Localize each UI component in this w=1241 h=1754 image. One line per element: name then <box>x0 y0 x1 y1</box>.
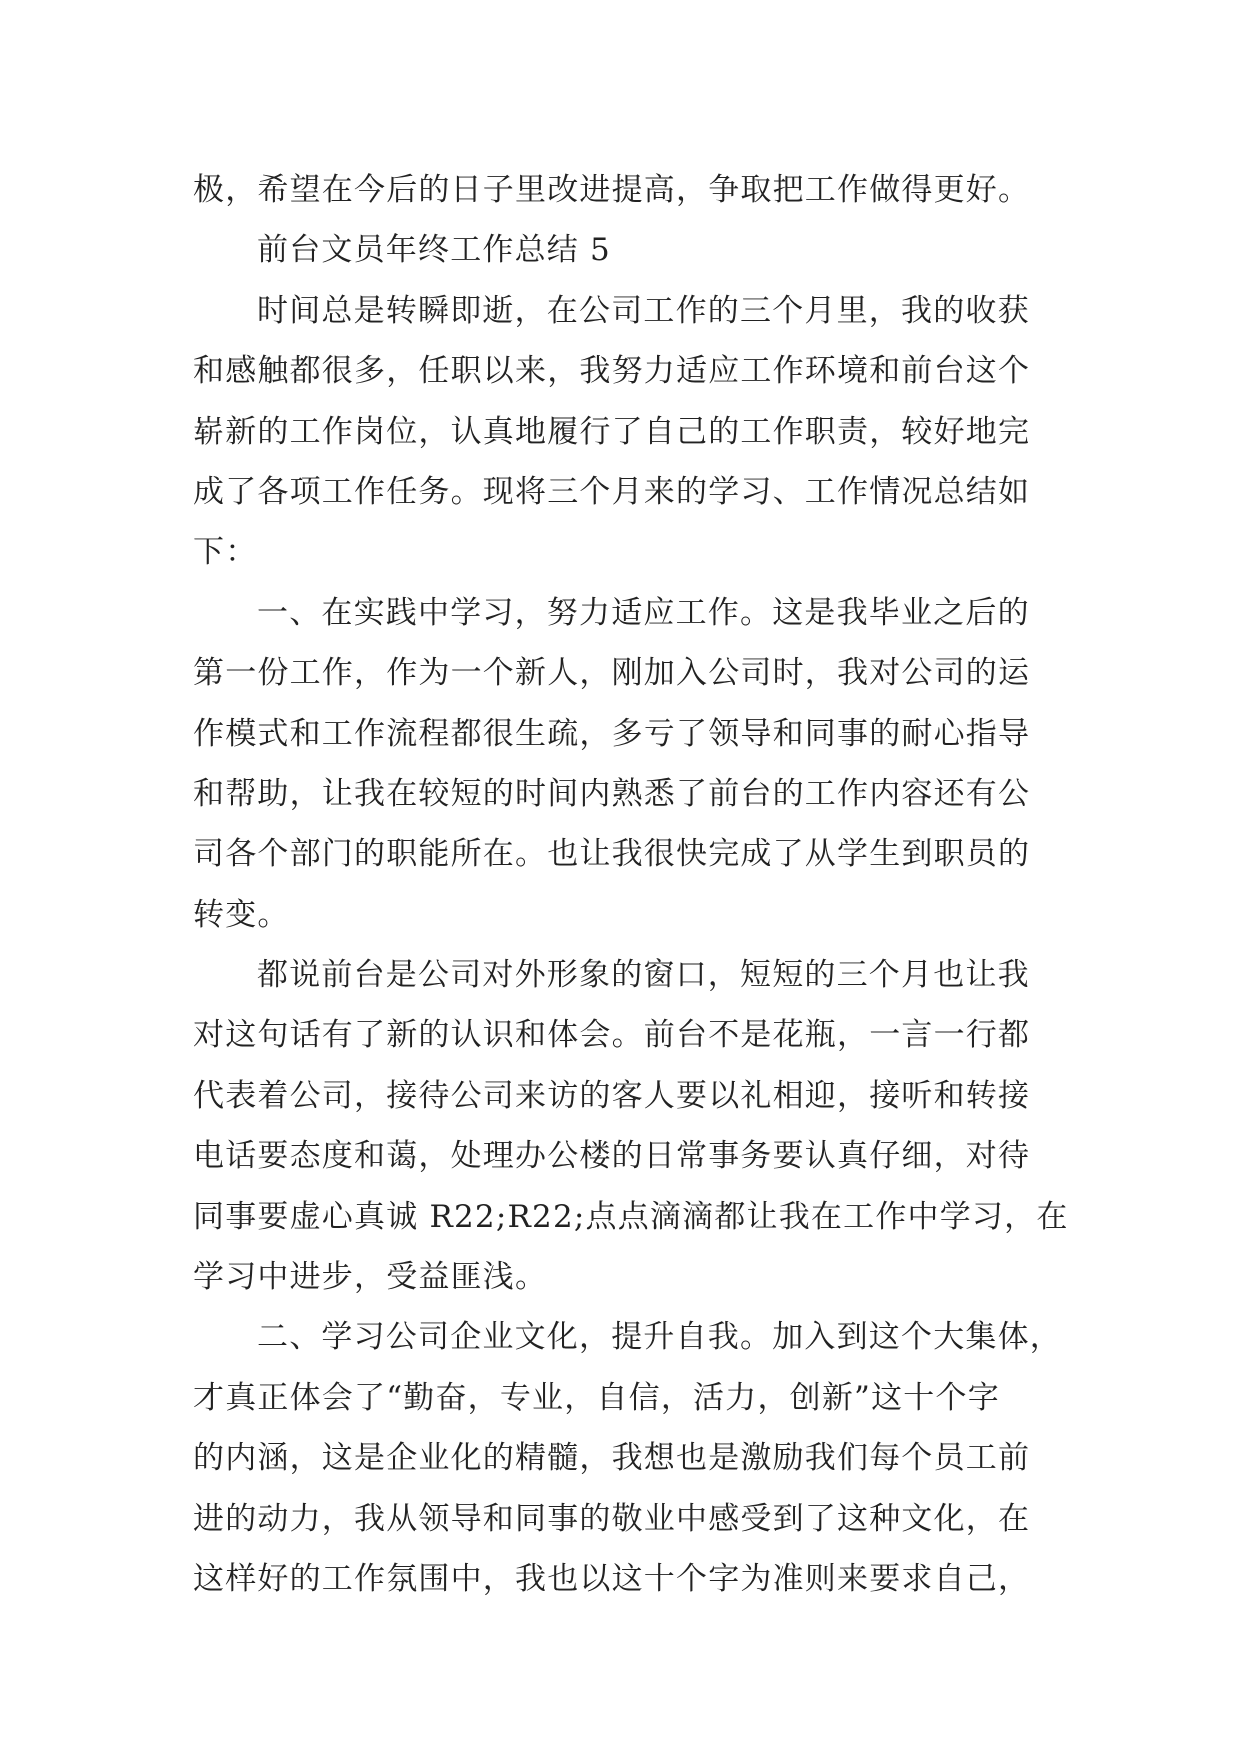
text-line: 转变。 <box>193 896 290 933</box>
text-line: 和感触都很多，任职以来，我努力适应工作环境和前台这个 <box>193 353 1031 390</box>
text-line: 都说前台是公司对外形象的窗口，短短的三个月也让我 <box>257 957 1030 994</box>
text-line: 这样好的工作氛围中，我也以这十个字为准则来要求自己， <box>193 1560 1031 1597</box>
text-line: 进的动力，我从领导和同事的敬业中感受到了这种文化，在 <box>193 1500 1031 1537</box>
text-line: 司各个部门的职能所在。也让我很快完成了从学生到职员的 <box>193 836 1031 873</box>
text-line: 下： <box>193 534 258 571</box>
text-line: 二、学习公司企业文化，提升自我。加入到这个大集体， <box>257 1319 1062 1356</box>
text-line: 一、在实践中学习，努力适应工作。这是我毕业之后的 <box>257 594 1030 631</box>
text-line: 极，希望在今后的日子里改进提高，争取把工作做得更好。 <box>193 172 1031 208</box>
text-line: 电话要态度和蔼，处理办公楼的日常事务要认真仔细，对待 <box>193 1138 1031 1175</box>
text-line: 成了各项工作任务。现将三个月来的学习、工作情况总结如 <box>193 473 1031 510</box>
document-body <box>193 160 1069 1609</box>
text-line: 同事要虚心真诚 R22;R22;点点滴滴都让我在工作中学习，在 <box>193 1198 1069 1235</box>
text-line: 才真正体会了“勤奋，专业，自信，活力，创新”这十个字 <box>193 1379 1000 1416</box>
text-line: 崭新的工作岗位，认真地履行了自己的工作职责，较好地完 <box>193 413 1031 450</box>
text-line: 对这句话有了新的认识和体会。前台不是花瓶，一言一行都 <box>193 1017 1031 1054</box>
text-line: 时间总是转瞬即逝，在公司工作的三个月里，我的收获 <box>257 292 1030 329</box>
text-line: 作模式和工作流程都很生疏，多亏了领导和同事的耐心指导 <box>193 715 1031 752</box>
text-line: 的内涵，这是企业化的精髓，我想也是激励我们每个员工前 <box>193 1440 1031 1477</box>
text-line: 第一份工作，作为一个新人，刚加入公司时，我对公司的运 <box>193 655 1031 692</box>
text-line: 代表着公司，接待公司来访的客人要以礼相迎，接听和转接 <box>193 1077 1031 1114</box>
text-line: 和帮助，让我在较短的时间内熟悉了前台的工作内容还有公 <box>193 775 1031 812</box>
section-heading: 前台文员年终工作总结 5 <box>257 232 611 269</box>
text-line: 学习中进步，受益匪浅。 <box>193 1259 548 1296</box>
